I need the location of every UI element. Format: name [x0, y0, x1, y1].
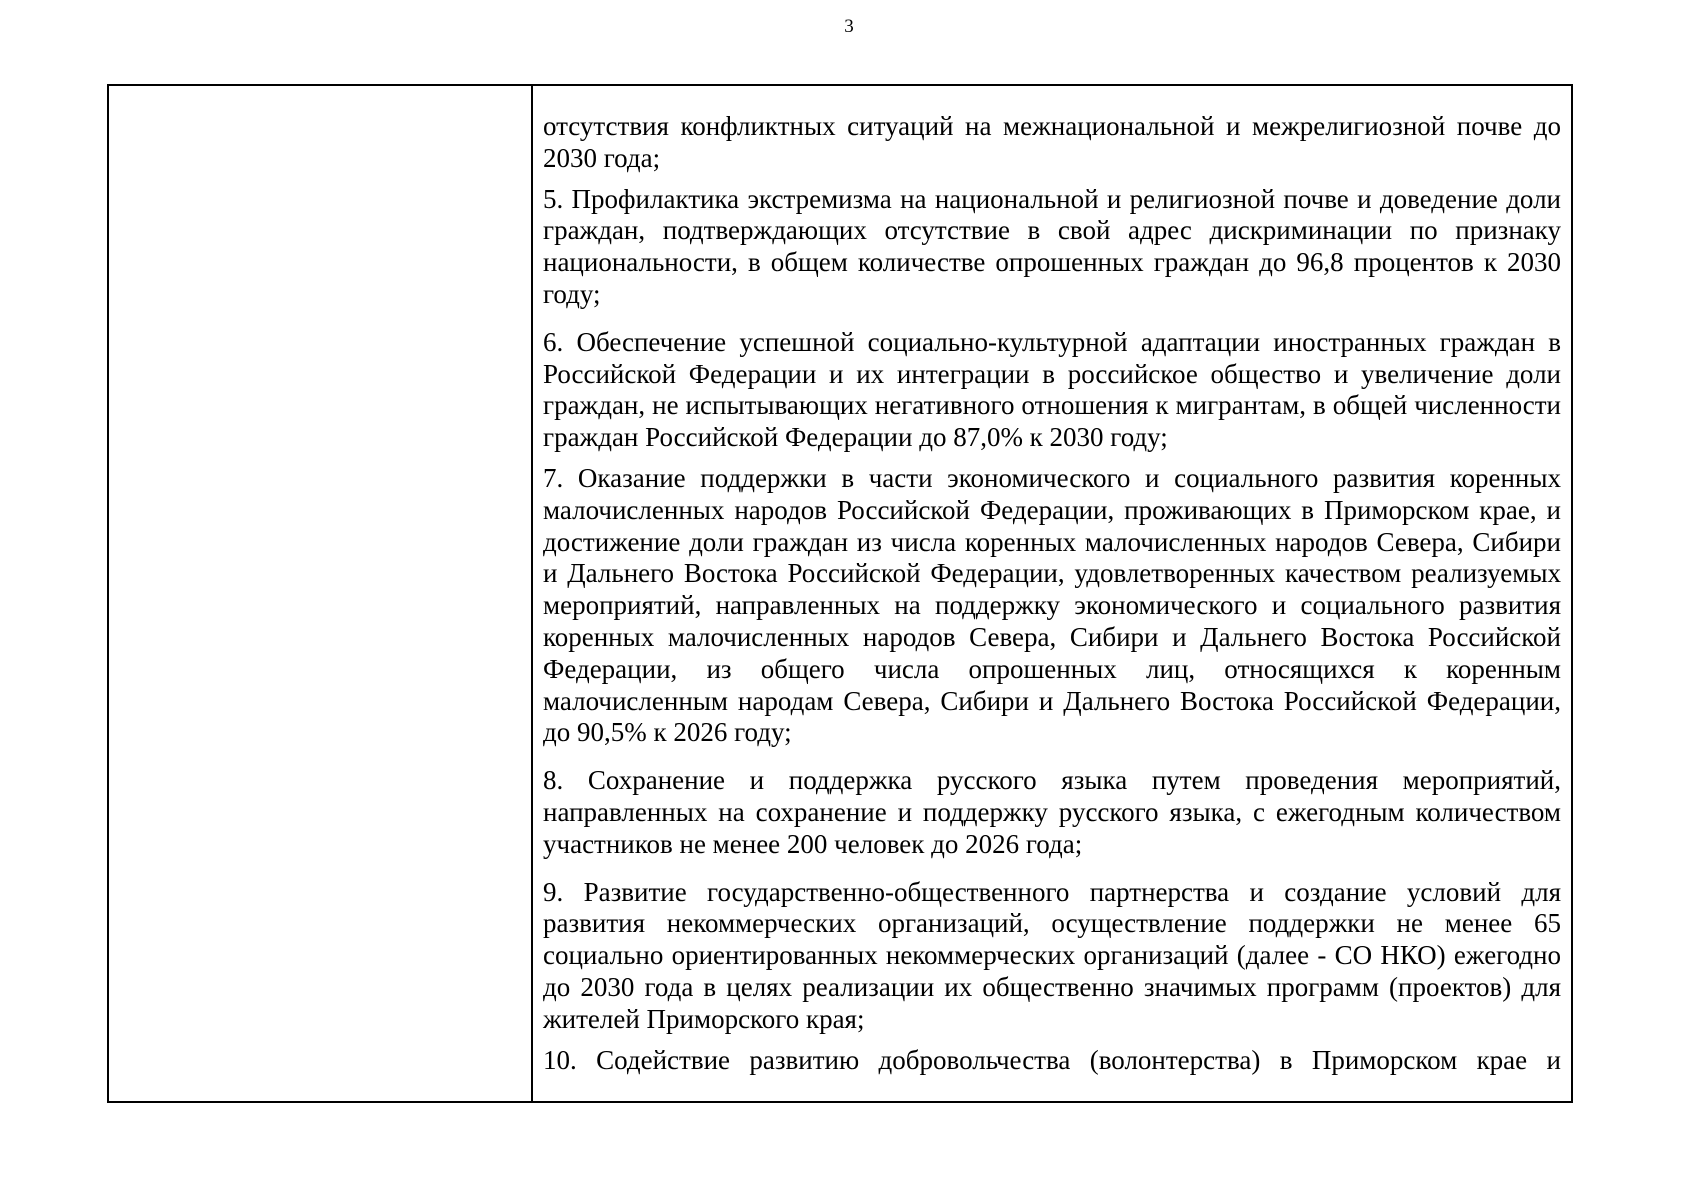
document-table [107, 84, 1573, 1103]
paragraph-item-10: 10. Содействие развитию добровольчества (волонтерства) в Приморском крае и [543, 1044, 1561, 1075]
page-number: 3 [844, 16, 854, 37]
paragraph-continuation: отсутствия конфликтных ситуаций на межнациональной и межрелигиозной почве до 2030 года; [543, 111, 1561, 173]
paragraph-item-7: 7. Оказание поддержки в части экономического и социального развития коренных малочисленных народов Российской Федерации, проживающих в Приморском крае, и достижение доли граждан из числа коренных малочисленных народов Севера, Сибири и Дальнего Востока Российской Федерации, удовлетворенных качеством реализуемых мероприятий, направленных на поддержку экономического и социального развития коренных малочисленных народов Севера, Сибири и Дальнего Востока Российской Федерации, из общего числа опрошенных лиц, относящихся к коренным малочисленным народам Севера, Сибири и Дальнего Востока Российской Федерации, до 90,5% к 2026 году; [543, 462, 1561, 748]
table-row [108, 85, 1572, 1102]
paragraph-item-6: 6. Обеспечение успешной социально-культурной адаптации иностранных граждан в Российской Федерации и их интеграции в российское общество и увеличение доли граждан, не испытывающих негативного отношения к мигрантам, в общей численности граждан Российской Федерации до 87,0% к 2030 году; [543, 326, 1561, 453]
paragraph-item-8: 8. Сохранение и поддержка русского языка путем проведения мероприятий, направленных на сохранение и поддержку русского языка, с ежегодным количеством участников не менее 200 человек до 2026 года; [543, 765, 1561, 859]
left-column-cell [108, 85, 532, 1102]
paragraph-item-5: 5. Профилактика экстремизма на национальной и религиозной почве и доведение доли граждан, подтверждающих отсутствие в свой адрес дискриминации по признаку национальности, в общем количестве опрошенных граждан до 96,8 процентов к 2030 году; [543, 183, 1561, 309]
right-column-cell [532, 85, 1572, 1102]
paragraph-item-9: 9. Развитие государственно-общественного партнерства и создание условий для развития некоммерческих организаций, осуществление поддержки не менее 65 социально ориентированных некоммерческих организаций (далее - СО НКО) ежегодно до 2030 года в целях реализации их общественно значимых программ (проектов) для жителей Приморского края; [543, 876, 1561, 1034]
